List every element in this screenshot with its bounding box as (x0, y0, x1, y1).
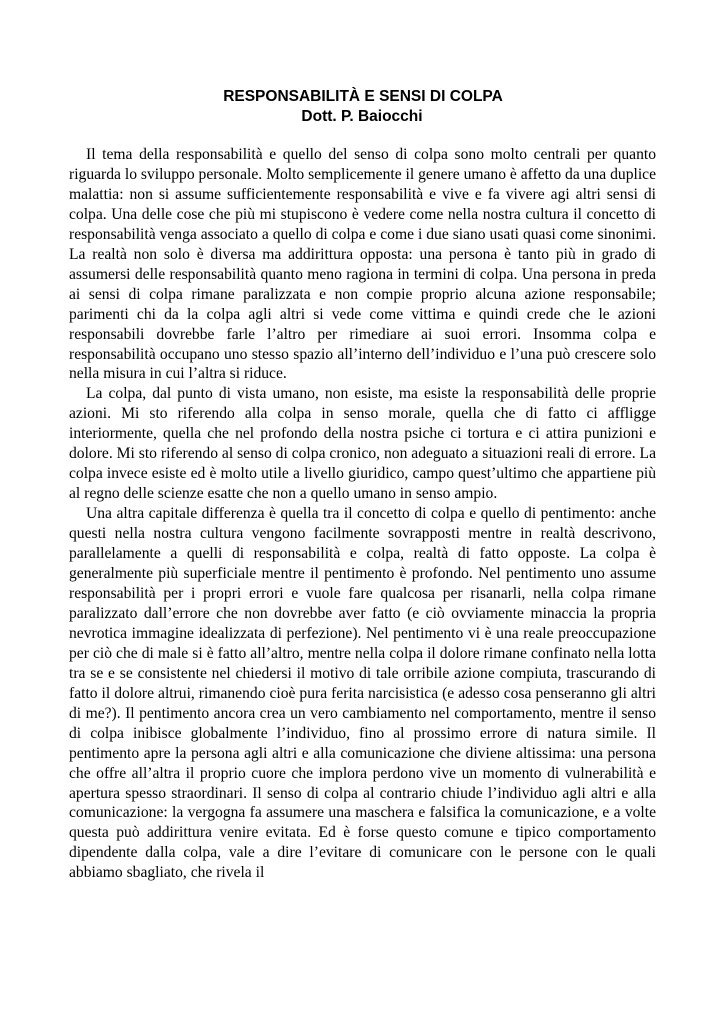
paragraph-2: La colpa, dal punto di vista umano, non esiste, ma esiste la responsabilità delle proprie azioni. Mi sto riferendo alla colpa in senso morale, quella che di fatto ci affligge interiormente, quella che nel profondo della nostra psiche ci tortura e ci attira punizioni e dolore. Mi sto riferendo al senso di colpa cronico, non adeguato a situazioni reali di errore. La colpa invece esiste ed è molto utile a livello giuridico, campo quest’ultimo che appartiene più al regno delle scienze esatte che non a quello umano in senso ampio. (69, 385, 656, 503)
paragraph-3: Una altra capitale differenza è quella tra il concetto di colpa e quello di pentimento: anche questi nella nostra cultura vengono facilmente sovrapposti mentre in realtà descrivono, parallelamente a quelli di responsabilità e colpa, realtà di fatto opposte. La colpa è generalmente più superficiale mentre il pentimento è profondo. Nel pentimento uno assume responsabilità per i propri errori e vuole fare qualcosa per risanarli, nella colpa rimane paralizzato dall’errore che non dovrebbe aver fatto (e ciò ovviamente minaccia la propria nevrotica immagine idealizzata di perfezione). Nel pentimento vi è una reale preoccupazione per ciò che di male si è fatto all’altro, mentre nella colpa il dolore rimane confinato nella lotta tra se e se consistente nel chiedersi il motivo di tale orribile azione compiuta, trascurando di fatto il dolore altrui, rimanendo cioè pura ferita narcisistica (e adesso cosa penseranno gli altri di me?). Il pentimento ancora crea un vero cambiamento nel comportamento, mentre il senso di colpa inibisce globalmente l’individuo, fino al prossimo errore di natura simile. Il pentimento apre la persona agli altri e alla comunicazione che diviene altissima: una persona che offre all’altra il proprio cuore che implora perdono vive un momento di vulnerabilità e apertura spesso straordinari. Il senso di colpa al contrario chiude l’individuo agli altri e alla comunicazione: la vergogna fa assumere una maschera e falsifica la comunicazione, e a volte questa può addirittura venire evitata. Ed è forse questo comune e tipico comportamento dipendente dalla colpa, vale a dire l’evitare di comunicare con le persone con le quali abbiamo sbagliato, che rivela il (69, 505, 656, 882)
document-header (0, 87, 724, 127)
paragraph-1: Il tema della responsabilità e quello del senso di colpa sono molto centrali per quanto riguarda lo sviluppo personale. Molto semplicemente il genere umano è affetto da una duplice malattia: non si assume sufficientemente responsabilità e vive e fa vivere agi altri sensi di colpa. Una delle cose che più mi stupiscono è vedere come nella nostra cultura il concetto di responsabilità venga associato a quello di colpa e come i due siano usati quasi come sinonimi. La realtà non solo è diversa ma addirittura opposta: una persona è tanto più in grado di assumersi delle responsabilità quanto meno ragiona in termini di colpa. Una persona in preda ai sensi di colpa rimane paralizzata e non compie proprio alcuna azione responsabile; parimenti chi da la colpa agli altri si vede come vittima e quindi crede che le azioni responsabili dovrebbe farle l’altro per rimediare ai suoi errori. Insomma colpa e responsabilità occupano uno stesso spazio all’interno dell’individuo e l’una può crescere solo nella misura in cui l’altra si riduce. (69, 146, 656, 383)
document-title: RESPONSABILITÀ E SENSI DI COLPA (223, 88, 503, 105)
document-body (69, 145, 656, 883)
document-author: Dott. P. Baiocchi (301, 108, 423, 125)
